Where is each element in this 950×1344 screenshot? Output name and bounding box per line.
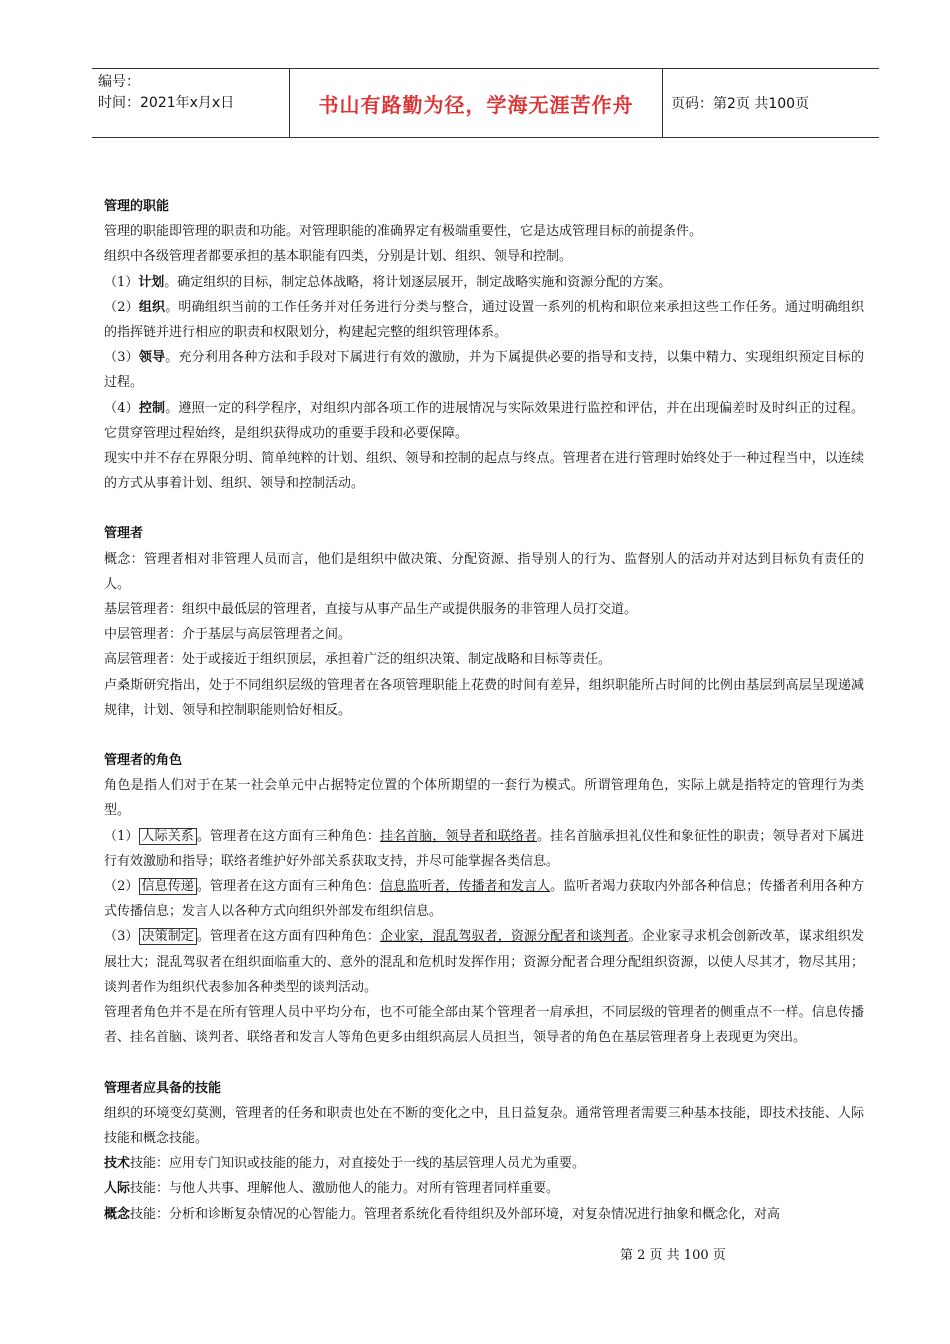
list-item: （1）计划。确定组织的目标，制定总体战略，将计划逐层展开，制定战略实施和资源分配的方案。 — [104, 274, 672, 290]
paragraph: 管理者角色并不是在所有管理人员中平均分布，也不可能全部由某个管理者一肩承担，不同层级的管理者的侧重点不一样。信息传播者、挂名首脑、谈判者、联络者和发言人等角色更多由组织高层人员担当，领导者的角色在基层管理者身上表现更为突出。 — [104, 1005, 864, 1046]
list-item: （2）组织。明确组织当前的工作任务并对任务进行分类与整合，通过设置一系列的机构和职位来承担这些工作任务。通过明确组织的指挥链并进行相应的职责和权限划分，构建起完整的组织管理体系。 — [104, 299, 864, 341]
page-label: 页码：第2页 共100页 — [671, 96, 810, 112]
code-label: 编号： — [98, 74, 140, 90]
list-item: （3） 决策制定 。管理者在这方面有四种角色：企业家，混乱驾驭者，资源分配者和谈判者。企业家寻求机会创新改革，谋求组织发展壮大；混乱驾驭者在组织面临重大的、意外的混乱和危机时发挥作用；资源分配者合理分配组织资源，以使人尽其才，物尽其用；谈判者作为组织代表参加各种类型的谈判活动。 — [104, 929, 864, 995]
paragraph: 基层管理者：组织中最低层的管理者，直接与从事产品生产或提供服务的非管理人员打交道。 — [104, 602, 638, 618]
spacer — [104, 723, 864, 748]
section-title-functions: 管理的职能 — [104, 199, 170, 214]
paragraph: 高层管理者：处于或接近于组织顶层，承担着广泛的组织决策、制定战略和目标等责任。 — [104, 652, 612, 668]
boxed-term: 决策制定 — [139, 928, 197, 945]
spacer — [104, 496, 864, 521]
document-body — [104, 194, 864, 1227]
header-page — [663, 69, 879, 137]
boxed-term: 人际关系 — [139, 828, 197, 845]
paragraph: 概念：管理者相对非管理人员而言，他们是组织中做决策、分配资源、指导别人的行为、监督别人的活动并对达到目标负有责任的人。 — [104, 551, 864, 592]
paragraph: 卢桑斯研究指出，处于不同组织层级的管理者在各项管理职能上花费的时间有差异，组织职能所占时间的比例由基层到高层呈现递减规律，计划、领导和控制职能则恰好相反。 — [104, 677, 864, 718]
list-item: （2） 信息传递 。管理者在这方面有三种角色：信息监听者，传播者和发言人。监听者竭力获取内外部各种信息；传播者利用各种方式传播信息；发言人以各种方式向组织外部发布组织信息。 — [104, 879, 864, 920]
paragraph: 组织中各级管理者都要承担的基本职能有四类，分别是计划、组织、领导和控制。 — [104, 249, 573, 265]
date-label: 时间：2021年x月x日 — [98, 95, 235, 111]
underlined-term: 挂名首脑，领导者和联络者 — [380, 828, 537, 844]
paragraph: 组织的环境变幻莫测，管理者的任务和职责也处在不断的变化之中，且日益复杂。通常管理者需要三种基本技能，即技术技能、人际技能和概念技能。 — [104, 1105, 864, 1146]
underlined-term: 信息监听者，传播者和发言人 — [380, 879, 551, 895]
motto: 书山有路勤为径，学海无涯苦作舟 — [318, 92, 634, 117]
skill-item: 人际技能：与他人共事、理解他人、激励他人的能力。对所有管理者同样重要。 — [104, 1181, 560, 1197]
paragraph: 中层管理者：介于基层与高层管理者之间。 — [104, 627, 352, 643]
paragraph: 管理的职能即管理的职责和功能。对管理职能的准确界定有极端重要性，它是达成管理目标的前提条件。 — [104, 224, 703, 240]
underlined-term: 企业家，混乱驾驭者，资源分配者和谈判者 — [380, 929, 629, 945]
skill-item: 技术技能：应用专门知识或技能的能力，对直接处于一线的基层管理人员尤为重要。 — [104, 1156, 586, 1172]
paragraph: 角色是指人们对于在某一社会单元中占据特定位置的个体所期望的一套行为模式。所谓管理角色，实际上就是指特定的管理行为类型。 — [104, 778, 864, 819]
list-item: （3）领导。充分利用各种方法和手段对下属进行有效的激励，并为下属提供必要的指导和支持，以集中精力、实现组织预定目标的过程。 — [104, 350, 864, 391]
header-motto-cell — [289, 69, 663, 137]
spacer — [104, 1051, 864, 1076]
paragraph: 现实中并不存在界限分明、简单纯粹的计划、组织、领导和控制的起点与终点。管理者在进行管理时始终处于一种过程当中，以连续的方式从事着计划、组织、领导和控制活动。 — [104, 451, 864, 492]
section-title-managers: 管理者 — [104, 526, 144, 542]
page-footer: 第 2 页 共 100 页 — [620, 1248, 726, 1263]
header-table — [92, 68, 879, 138]
boxed-term: 信息传递 — [139, 878, 197, 895]
section-title-roles: 管理者的角色 — [104, 753, 183, 769]
list-item: （1） 人际关系 。管理者在这方面有三种角色：挂名首脑，领导者和联络者。挂名首脑承担礼仪性和象征性的职责；领导者对下属进行有效激励和指导；联络者维护好外部关系获取支持，并尽可能掌握各类信息。 — [104, 828, 864, 869]
skill-item: 概念技能：分析和诊断复杂情况的心智能力。管理者系统化看待组织及外部环境，对复杂情况进行抽象和概念化，对高 — [104, 1206, 781, 1222]
section-title-skills: 管理者应具备的技能 — [104, 1080, 222, 1096]
list-item: （4）控制。遵照一定的科学程序，对组织内部各项工作的进展情况与实际效果进行监控和评估，并在出现偏差时及时纠正的过程。它贯穿管理过程始终，是组织获得成功的重要手段和必要保障。 — [104, 400, 864, 441]
header-meta — [92, 69, 289, 137]
